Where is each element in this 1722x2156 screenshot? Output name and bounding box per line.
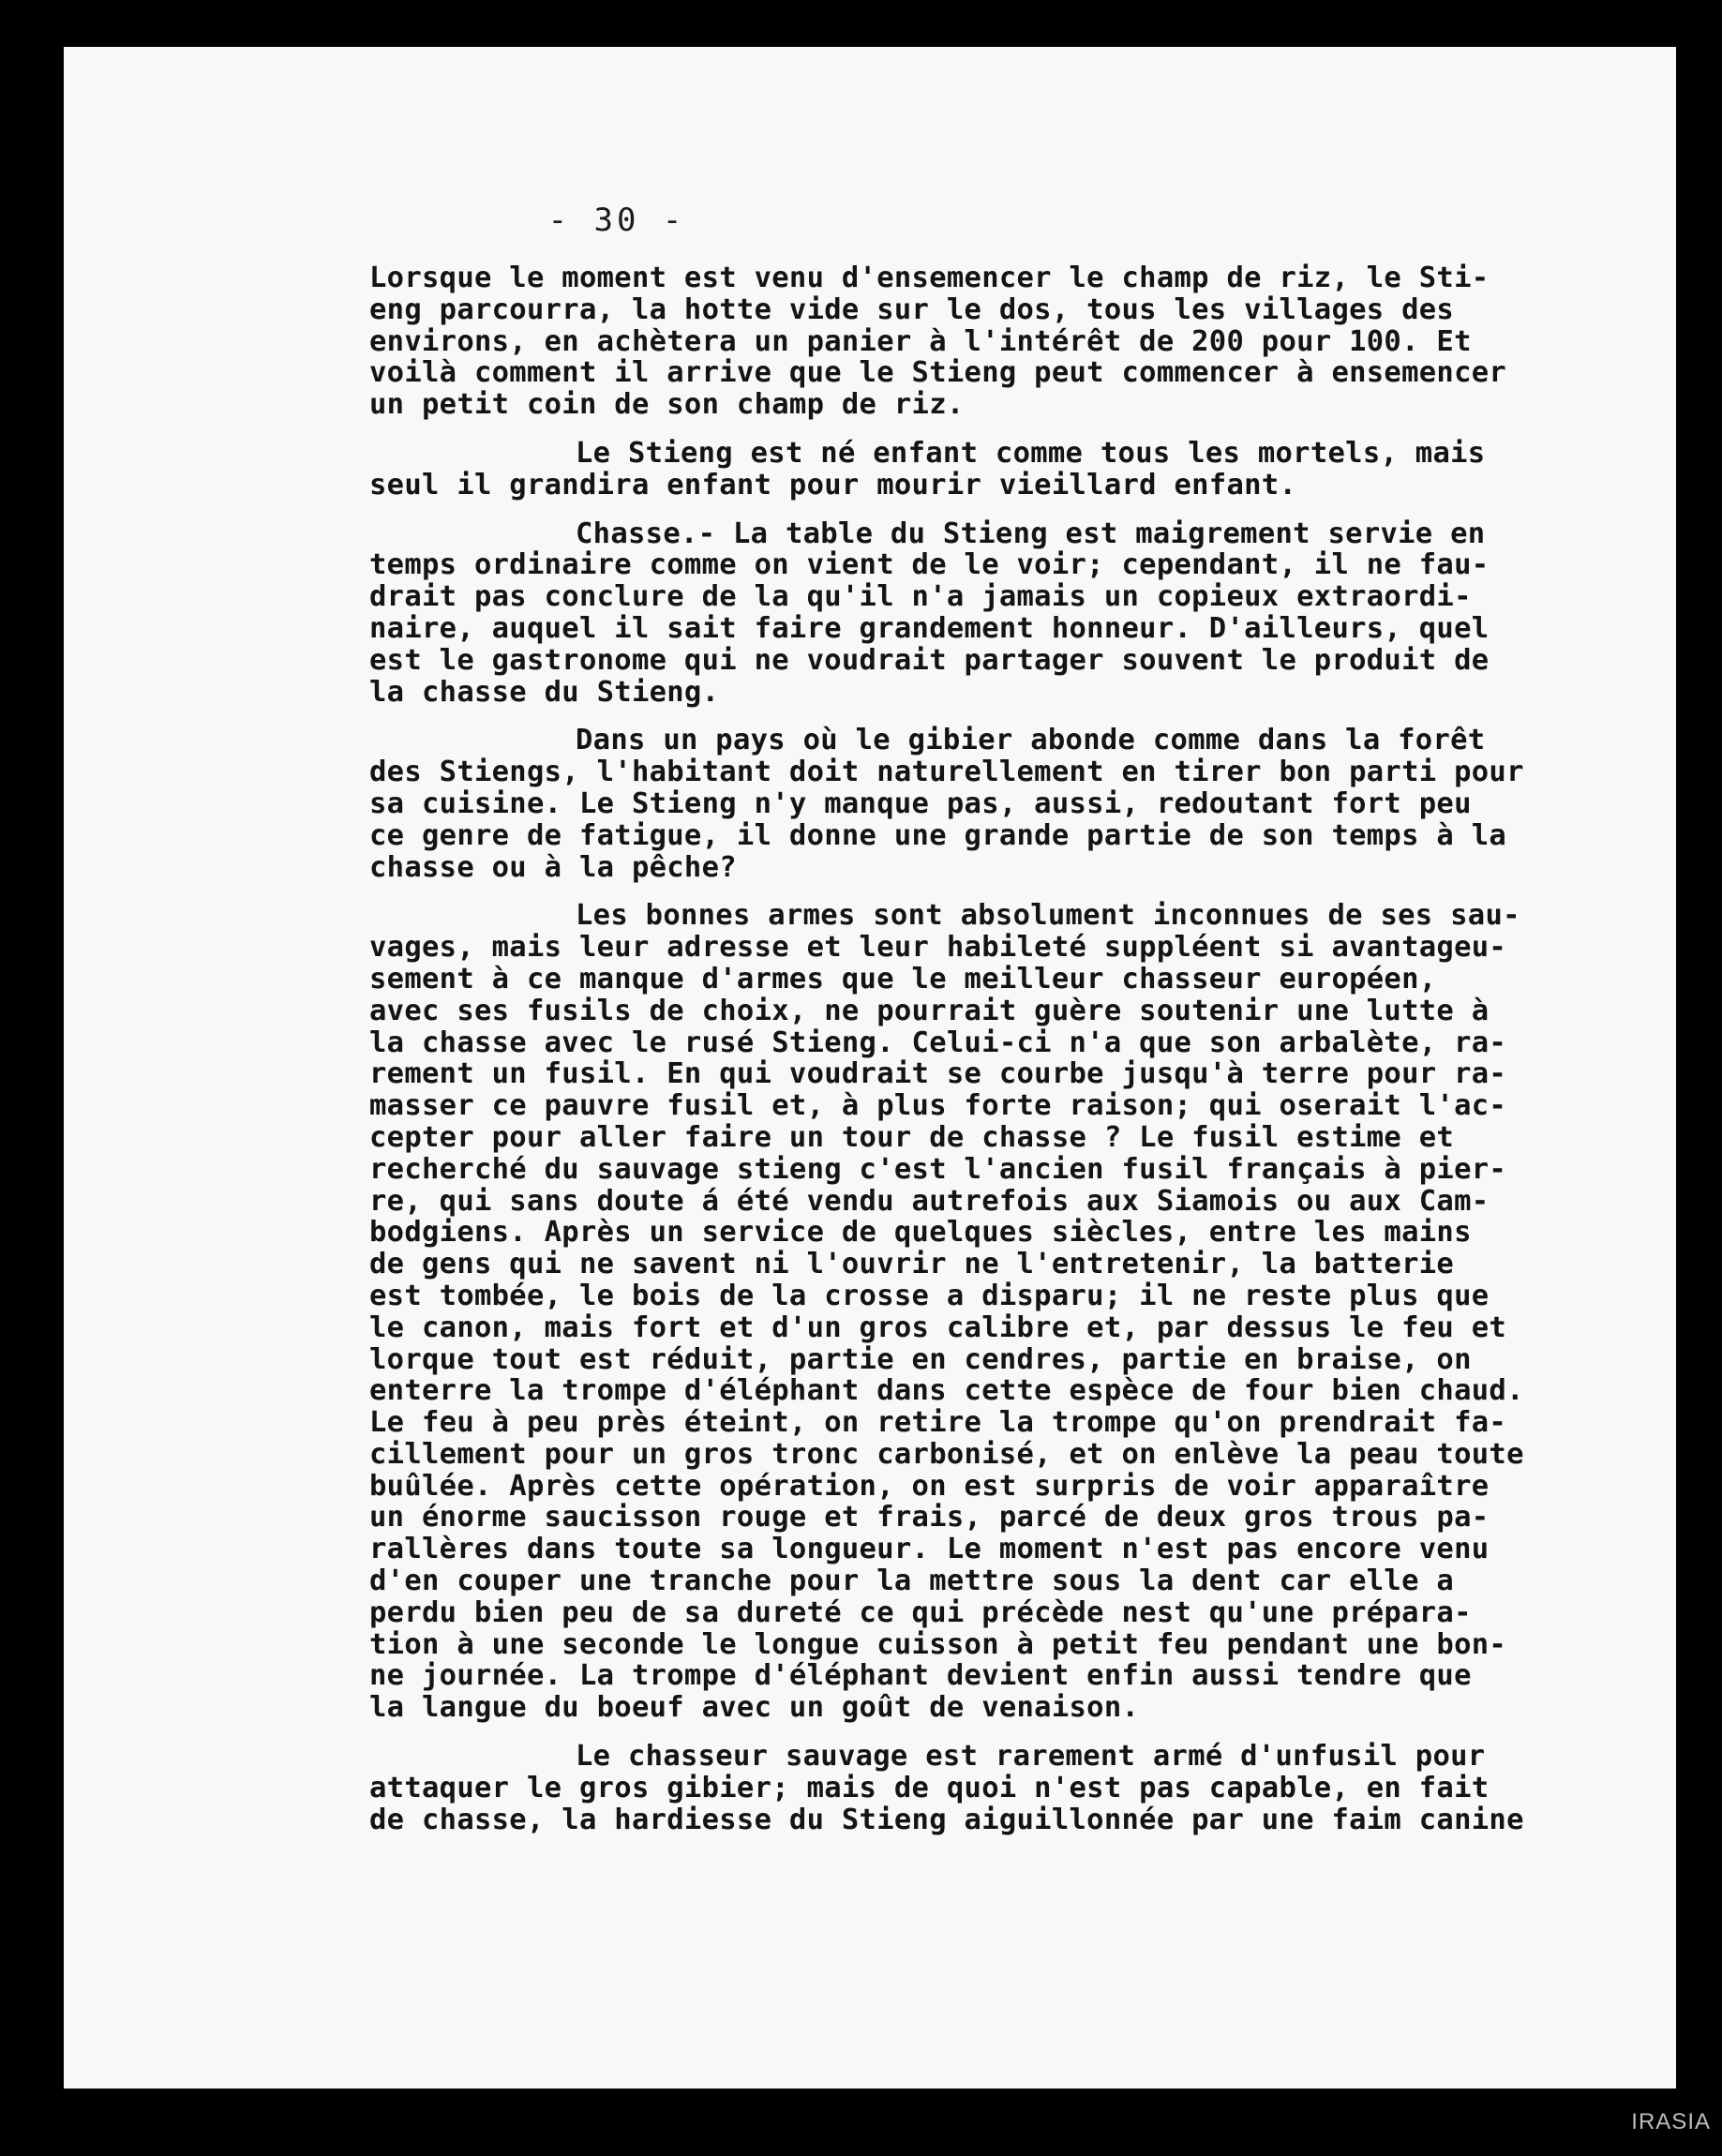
text-line: rement un fusil. En qui voudrait se courbe jusqu'à terre pour ra- bbox=[369, 1057, 1507, 1091]
text-line: sa cuisine. Le Stieng n'y manque pas, aussi, redoutant fort peu bbox=[369, 786, 1472, 820]
text-line: cepter pour aller faire un tour de chasse ? Le fusil estime et bbox=[369, 1120, 1455, 1154]
text-line: perdu bien peu de sa dureté ce qui précède nest qu'une prépara- bbox=[369, 1595, 1472, 1629]
text-line: bodgiens. Après un service de quelques siècles, entre les mains bbox=[369, 1216, 1472, 1250]
text-line: Dans un pays où le gibier abonde comme dans la forêt bbox=[576, 724, 1486, 757]
text-line: de gens qui ne savent ni l'ouvrir ne l'entretenir, la batterie bbox=[369, 1248, 1455, 1281]
text-line: est tombée, le bois de la crosse a disparu; il ne reste plus que bbox=[369, 1279, 1490, 1312]
text-line: cillement pour un gros tronc carbonisé, et on enlève la peau toute bbox=[369, 1437, 1524, 1471]
text-line: Les bonnes armes sont absolument inconnues de ses sau- bbox=[576, 899, 1520, 933]
paragraph bbox=[369, 725, 1678, 883]
text-line: environs, en achètera un panier à l'intérêt de 200 pour 100. Et bbox=[369, 324, 1472, 358]
paragraph bbox=[369, 262, 1678, 421]
text-line: Le Stieng est né enfant comme tous les mortels, mais bbox=[576, 436, 1486, 470]
text-line: ce genre de fatigue, il donne une grande partie de son temps à la bbox=[369, 818, 1507, 852]
paragraph bbox=[369, 438, 1678, 502]
text-line: un énorme saucisson rouge et frais, parcé de deux gros trous pa- bbox=[369, 1501, 1490, 1535]
document-page bbox=[64, 47, 1676, 2089]
text-line: lorque tout est réduit, partie en cendres, partie en braise, on bbox=[369, 1342, 1472, 1376]
text-line: recherché du sauvage stieng c'est l'ancien fusil français à pier- bbox=[369, 1152, 1507, 1186]
body-text bbox=[369, 262, 1678, 1852]
text-line: un petit coin de son champ de riz. bbox=[369, 388, 965, 422]
text-line: de chasse, la hardiesse du Stieng aiguillonnée par une faim canine bbox=[369, 1803, 1524, 1836]
text-line: buûlée. Après cette opération, on est surpris de voir apparaître bbox=[369, 1469, 1490, 1503]
paragraph bbox=[369, 1741, 1678, 1835]
text-line: est le gastronome qui ne voudrait partager souvent le produit de bbox=[369, 643, 1490, 677]
text-line: ne journée. La trompe d'éléphant devient enfin aussi tendre que bbox=[369, 1659, 1472, 1693]
text-line: temps ordinaire comme on vient de le voir; cependant, il ne fau- bbox=[369, 548, 1490, 582]
text-line: la chasse avec le rusé Stieng. Celui-ci n'a que son arbalète, ra- bbox=[369, 1026, 1507, 1059]
text-line: eng parcourra, la hotte vide sur le dos, tous les villages des bbox=[369, 292, 1455, 326]
text-line: d'en couper une tranche pour la mettre sous la dent car elle a bbox=[369, 1565, 1455, 1598]
text-line: voilà comment il arrive que le Stieng peut commencer à ensemencer bbox=[369, 356, 1507, 390]
page-number: - 30 - bbox=[547, 202, 686, 239]
text-line: enterre la trompe d'éléphant dans cette espèce de four bien chaud. bbox=[369, 1374, 1524, 1408]
text-line: masser ce pauvre fusil et, à plus forte raison; qui oserait l'ac- bbox=[369, 1089, 1507, 1123]
paragraph bbox=[369, 518, 1678, 709]
text-line: rallères dans toute sa longueur. Le moment n'est pas encore venu bbox=[369, 1533, 1490, 1566]
text-line: des Stiengs, l'habitant doit naturellement en tirer bon parti pour bbox=[369, 756, 1524, 789]
text-line: tion à une seconde le longue cuisson à petit feu pendant une bon- bbox=[369, 1627, 1507, 1661]
watermark-text: IRASIA bbox=[1631, 2109, 1711, 2134]
text-line: avec ses fusils de choix, ne pourrait guère soutenir une lutte à bbox=[369, 994, 1490, 1027]
text-line: re, qui sans doute á été vendu autrefois aux Siamois ou aux Cam- bbox=[369, 1184, 1490, 1218]
paragraph bbox=[369, 900, 1678, 1724]
text-line: chasse ou à la pêche? bbox=[369, 850, 737, 884]
text-line: vages, mais leur adresse et leur habileté suppléent si avantageu- bbox=[369, 931, 1507, 965]
text-line: le canon, mais fort et d'un gros calibre et, par dessus le feu et bbox=[369, 1310, 1507, 1344]
text-line: seul il grandira enfant pour mourir vieillard enfant. bbox=[369, 468, 1297, 502]
text-line: la chasse du Stieng. bbox=[369, 675, 720, 709]
text-line: Lorsque le moment est venu d'ensemencer le champ de riz, le Sti- bbox=[369, 262, 1490, 294]
text-line: sement à ce manque d'armes que le meilleur chasseur européen, bbox=[369, 962, 1437, 996]
text-line: Chasse.- La table du Stieng est maigrement servie en bbox=[576, 517, 1486, 550]
text-line: la langue du boeuf avec un goût de venaison. bbox=[369, 1691, 1140, 1725]
text-line: attaquer le gros gibier; mais de quoi n'est pas capable, en fait bbox=[369, 1771, 1490, 1804]
text-line: Le chasseur sauvage est rarement armé d'unfusil pour bbox=[576, 1740, 1486, 1774]
text-line: naire, auquel il sait faire grandement honneur. D'ailleurs, quel bbox=[369, 611, 1490, 645]
text-line: Le feu à peu près éteint, on retire la trompe qu'on prendrait fa- bbox=[369, 1406, 1507, 1440]
text-line: drait pas conclure de la qu'il n'a jamais un copieux extraordi- bbox=[369, 580, 1472, 614]
